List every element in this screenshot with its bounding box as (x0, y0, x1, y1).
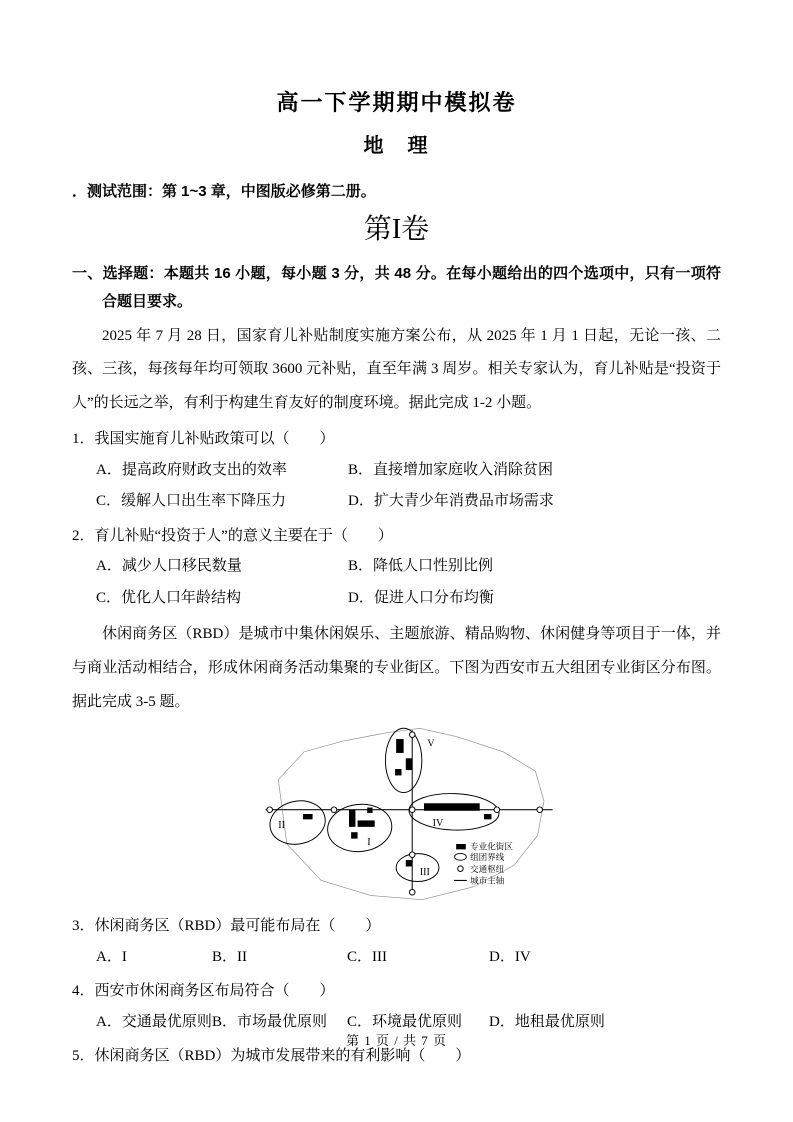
section-instructions: 一、选择题：本题共 16 小题，每小题 3 分，共 48 分。在每小题给出的四个选项中，只有一项符合题目要求。 (72, 265, 721, 310)
question-1-options (72, 455, 721, 518)
specialized-street-block (405, 860, 411, 866)
specialized-street-block (395, 768, 401, 774)
page-footer: 第 1 页 / 共 7 页 (345, 1033, 448, 1048)
zone-label-i: I (366, 836, 371, 848)
question-4-option-c: C．环境最优原则 (347, 1013, 463, 1030)
question-2-stem: 2．育儿补贴“投资于人”的意义主要在于（ ） (72, 527, 393, 544)
specialized-street-block (483, 813, 490, 818)
transport-hub (266, 806, 272, 812)
specialized-street-block (405, 758, 411, 770)
specialized-street-block (357, 820, 374, 826)
legend-transport-hub-icon (457, 865, 463, 871)
passage-2: 休闲商务区（RBD）是城市中集休闲娱乐、主题旅游、精品购物、休闲健身等项目于一体，并与商业活动相结合，形成休闲商务活动集聚的专业街区。下图为西安市五大组团专业街区分布图。据此完成 3-5 题。 (72, 626, 721, 710)
zone-boundary-ii (265, 795, 328, 849)
specialized-street-block (367, 807, 372, 812)
question-4-option-a: A．交通最优原则 (96, 1013, 212, 1030)
zone-label-v: V (426, 737, 435, 749)
question-4 (72, 976, 721, 1038)
question-3-options (72, 942, 721, 974)
volume-title: 第I卷 (363, 214, 430, 245)
city-boundary-outline (278, 728, 544, 899)
legend-zone-boundary-label: 组团界线 (469, 851, 504, 862)
question-1-option-d: D．扩大青少年消费品市场需求 (348, 493, 554, 509)
transport-hub (331, 806, 337, 812)
zone-label-iii: III (419, 866, 430, 878)
question-2-option-d: D．促进人口分布均衡 (348, 589, 494, 606)
zone-boundary-iv (408, 792, 499, 832)
question-4-option-b: B．市场最优原则 (212, 1013, 328, 1030)
map-svg (259, 724, 559, 908)
question-1-stem: 1．我国实施育儿补贴政策可以（ ） (72, 430, 335, 447)
zone-label-ii: II (277, 819, 285, 831)
specialized-street-block (351, 832, 357, 838)
specialized-street-block (302, 813, 312, 818)
question-3-option-b: B．II (212, 948, 247, 965)
question-1 (72, 424, 721, 518)
legend-specialized-street-label: 专业化街区 (469, 840, 513, 851)
question-3 (72, 911, 721, 973)
specialized-street-block (396, 738, 403, 752)
subject-title: 地 理 (363, 135, 430, 157)
transport-hub (409, 806, 415, 812)
question-1-option-b: B．直接增加家庭收入消除贫困 (348, 461, 554, 478)
question-2-option-b: B．降低人口性别比例 (348, 558, 494, 575)
specialized-street-block (349, 809, 355, 826)
question-4-option-d: D．地租最优原则 (489, 1013, 605, 1030)
zone-boundary-iii (396, 853, 439, 881)
transport-hub (494, 806, 500, 812)
question-1-option-c: C．缓解人口出生率下降压力 (96, 493, 287, 509)
question-3-option-d: D．IV (489, 948, 531, 965)
legend-zone-boundary-icon (454, 853, 466, 860)
question-2-option-a: A．减少人口移民数量 (96, 558, 242, 575)
question-3-option-c: C．III (347, 948, 387, 965)
legend-city-axis-label: 城市主轴 (469, 875, 504, 886)
transport-hub (409, 889, 415, 895)
question-3-option-a: A．I (96, 948, 127, 965)
question-3-stem: 3．休闲商务区（RBD）最可能布局在（ ） (72, 917, 381, 934)
zone-label-iv: IV (432, 817, 443, 829)
specialized-street-block (423, 803, 479, 810)
transport-hub (409, 731, 415, 737)
zone-boundary-v (385, 728, 421, 792)
xian-street-distribution-map (259, 724, 559, 908)
legend-specialized-street-icon (456, 843, 466, 848)
question-5-stem: 5．休闲商务区（RBD）为城市发展带来的有利影响（ ） (72, 1048, 471, 1065)
transport-hub (536, 806, 542, 812)
question-2 (72, 521, 721, 615)
question-4-stem: 4．西安市休闲商务区布局符合（ ） (72, 983, 335, 1000)
question-2-option-c: C．优化人口年龄结构 (96, 589, 242, 606)
question-1-option-a: A．提高政府财政支出的效率 (96, 461, 287, 478)
question-2-options (72, 551, 721, 614)
passage-1: 2025 年 7 月 28 日，国家育儿补贴制度实施方案公布，从 2025 年 1 月 1 日起，无论一孩、二孩、三孩，每孩每年均可领取 3600 元补贴，直至年满 3 周岁。相关专家认为，育儿补贴是“投资于人”的长远之举，有利于构建生育友好的制度环境。据此完成 1-2 小题。 (72, 327, 721, 411)
test-scope: ．测试范围：第 1~3 章，中图版必修第二册。 (72, 183, 376, 200)
legend-transport-hub-label: 交通枢纽 (469, 863, 504, 874)
page-title: 高一下学期期中模拟卷 (276, 90, 517, 115)
transport-hub (409, 851, 415, 857)
map-legend (453, 840, 512, 885)
